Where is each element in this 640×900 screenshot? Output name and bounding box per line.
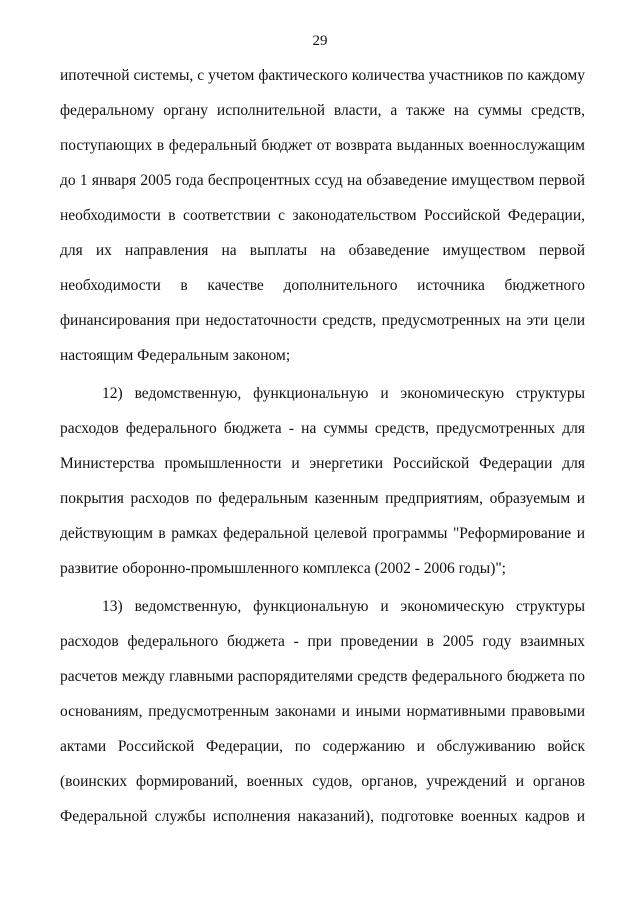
text-line: развитие оборонно-промышленного комплекса (2002 - 2006 годы)"; [60,560,506,577]
text-line: Министерства промышленности и энергетики Российской Федерации для [60,455,585,472]
text-line: финансирования при недостаточности средств, предусмотренных на эти цели [60,312,585,329]
text-line: 12) ведомственную, функциональную и экономическую структуры [102,385,585,402]
text-line: актами Российской Федерации, по содержанию и обслуживанию войск [60,738,585,755]
text-line: ипотечной системы, с учетом фактического количества участников по каждому [60,67,585,84]
text-line: основаниям, предусмотренным законами и иными нормативными правовыми [60,703,585,720]
text-line: покрытия расходов по федеральным казенным предприятиям, образуемым и [60,490,585,507]
body-text [60,58,585,834]
text-line: для их направления на выплаты на обзаведение имуществом первой [60,242,585,259]
text-line: расчетов между главными распорядителями средств федерального бюджета по [60,668,585,685]
text-line: расходов федерального бюджета - на суммы средств, предусмотренных для [60,420,585,437]
text-line: до 1 января 2005 года беспроцентных ссуд на обзаведение имуществом первой [60,172,585,189]
text-line: 13) ведомственную, функциональную и экономическую структуры [102,598,585,615]
text-line: необходимости в качестве дополнительного источника бюджетного [60,277,585,294]
text-line: расходов федерального бюджета - при проведении в 2005 году взаимных [60,633,585,650]
text-line: поступающих в федеральный бюджет от возврата выданных военнослужащим [60,137,585,154]
page-number: 29 [312,33,328,49]
text-line: настоящим Федеральным законом; [60,347,291,364]
text-line: федеральному органу исполнительной власти, а также на суммы средств, [60,102,585,119]
text-line: необходимости в соответствии с законодательством Российской Федерации, [60,207,585,224]
text-line: действующим в рамках федеральной целевой программы "Реформирование и [60,525,585,542]
text-line: Федеральной службы исполнения наказаний), подготовке военных кадров и [60,808,585,825]
text-line: (воинских формирований, военных судов, органов, учреждений и органов [60,773,585,790]
